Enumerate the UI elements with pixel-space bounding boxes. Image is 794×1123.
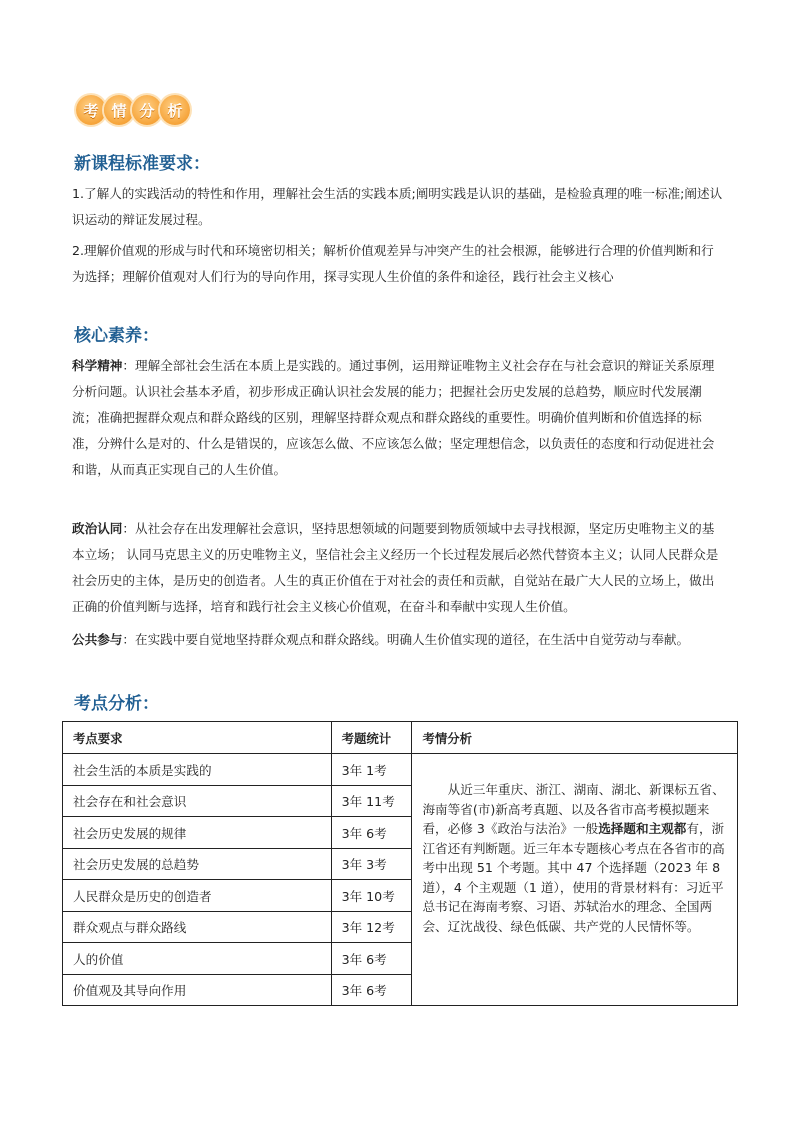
stat-cell: 3年 6考 — [331, 974, 412, 1006]
banner-char: 考 — [76, 95, 106, 125]
literacy-label: 公共参与 — [72, 632, 123, 647]
section-title-exam-analysis: 考点分析： — [74, 694, 159, 714]
stat-cell: 3年 10考 — [331, 880, 412, 912]
literacy-text: 在实践中要自觉地坚持群众观点和群众路线。明确人生价值实现的道径，在生活中自觉劳动与奉献。 — [134, 632, 690, 647]
curriculum-item-2: 2.理解价值观的形成与时代和环境密切相关；解析价值观差异与冲突产生的社会根源，能够进行合理的价值判断和行为选择；理解价值观对人们行为的导向作用，探寻实现人生价值的条件和途径，践行社会主义核心 — [72, 243, 714, 284]
literacy-sep: ： — [122, 632, 135, 647]
requirement-cell: 社会历史发展的规律 — [63, 817, 332, 849]
literacy-label: 科学精神 — [72, 358, 123, 373]
requirement-cell: 人民群众是历史的创造者 — [63, 880, 332, 912]
literacy-label: 政治认同 — [72, 521, 123, 536]
curriculum-item-1: 1.了解人的实践活动的特性和作用，理解社会生活的实践本质;阐明实践是认识的基础，是检验真理的唯一标准;阐述认识运动的辩证发展过程。 — [72, 186, 723, 227]
literacy-text: 从社会存在出发理解社会意识，坚持思想领域的问题要到物质领域中去寻找根源，坚定历史唯物主义的基本立场； 认同马克思主义的历史唯物主义，坚信社会主义经历一个长过程发展后必然代替资本主义；认同人民群众是社会历史的主体，是历史的创造者。人生的真正价值在于对社会的责任和贡献，自觉站在最广大人民的立场上，做出正确的价值判断与选择，培育和践行社会主义核心价值观，在奋斗和奉献中实现人生价值。 — [72, 521, 719, 614]
section-title-core-literacy: 核心素养： — [74, 326, 159, 346]
stat-cell: 3年 6考 — [331, 943, 412, 975]
exam-points-table — [62, 721, 738, 1006]
header-cell: 考点要求 — [63, 722, 332, 754]
banner-char: 分 — [132, 95, 162, 125]
literacy-sep: ： — [122, 521, 135, 536]
requirement-cell: 人的价值 — [63, 943, 332, 975]
table-row — [63, 754, 738, 786]
stat-cell: 3年 1考 — [331, 754, 412, 786]
literacy-text: 理解全部社会生活在本质上是实践的。通过事例，运用辩证唯物主义社会存在与社会意识的辩证关系原理分析问题。认识社会基本矛盾，初步形成正确认识社会发展的能力；把握社会历史发展的总趋势，顺应时代发展潮流；准确把握群众观点和群众路线的区别，理解坚持群众观点和群众路线的重要性。明确价值判断和价值选择的标准，分辨什么是对的、什么是错误的，应该怎么做、不应该怎么做；坚定理想信念，以负责任的态度和行动促进社会和谐，从而真正实现自己的人生价值。 — [72, 358, 715, 477]
literacy-science — [72, 353, 724, 483]
table-header-row — [63, 722, 738, 754]
requirement-cell: 群众观点与群众路线 — [63, 911, 332, 943]
stat-cell: 3年 6考 — [331, 817, 412, 849]
stat-cell: 3年 12考 — [331, 911, 412, 943]
analysis-text: 有，浙江省还有判断题。近三年本专题核心考点在各省市的高考中出现 51 个考题。其中 47 个选择题（2023 年 8 道），4 个主观题（1 道），使用的背景材料有：习近平总书记在海南考察、习语、苏轼治水的理念、全国两会、辽沈战役、绿色低碳、共产党的人民情怀等。 — [422, 821, 725, 934]
requirement-cell: 社会历史发展的总趋势 — [63, 848, 332, 880]
analysis-cell — [412, 754, 738, 1006]
analysis-text: 从近三年重庆、浙江、湖南、湖北、新课标五省、海南等省(市)新高考真题、以及各省市高考模拟题来看，必修 3《政治与法治》一般 — [422, 782, 725, 836]
header-cell: 考情分析 — [412, 722, 738, 754]
header-cell: 考题统计 — [331, 722, 412, 754]
banner-char: 情 — [104, 95, 134, 125]
section-banner — [76, 95, 188, 129]
requirement-cell: 价值观及其导向作用 — [63, 974, 332, 1006]
banner-char: 析 — [160, 95, 190, 125]
literacy-sep: ： — [122, 358, 135, 373]
literacy-public — [72, 627, 724, 653]
requirement-cell: 社会存在和社会意识 — [63, 785, 332, 817]
analysis-bold: 选择题和主观都 — [598, 821, 687, 836]
stat-cell: 3年 3考 — [331, 848, 412, 880]
section-title-curriculum: 新课程标准要求： — [74, 154, 210, 174]
stat-cell: 3年 11考 — [331, 785, 412, 817]
requirement-cell: 社会生活的本质是实践的 — [63, 754, 332, 786]
literacy-politics — [72, 516, 724, 620]
